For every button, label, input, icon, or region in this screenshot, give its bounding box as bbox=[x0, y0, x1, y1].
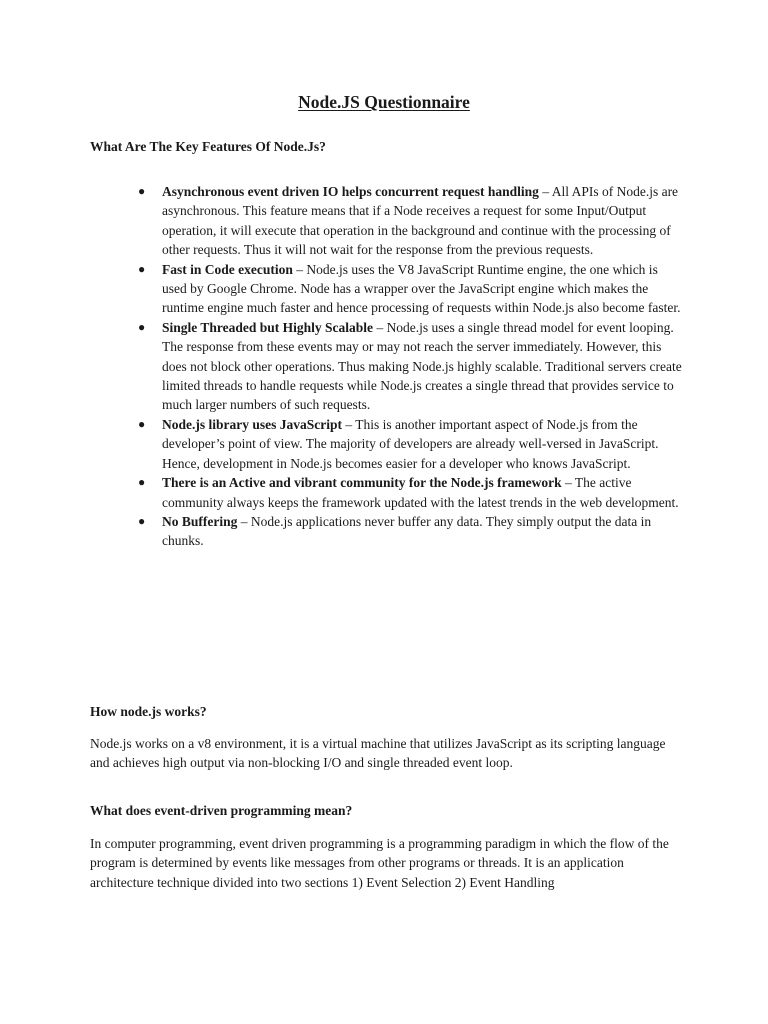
feature-list bbox=[90, 182, 685, 551]
feature-text: – Node.js applications never buffer any data. They simply output the data in chunks. bbox=[162, 513, 652, 549]
feature-text: – Node.js uses the V8 JavaScript Runtime engine, the one which is used by Google Chrome. Node has a wrapper over the JavaScript engine which makes the runtime engine much faster and hence processing of requests within Node.js also become faster. bbox=[162, 261, 681, 316]
list-item bbox=[90, 415, 685, 473]
list-item bbox=[90, 182, 685, 260]
feature-term: No Buffering bbox=[162, 513, 238, 529]
feature-text: – Node.js uses a single thread model for event looping. The response from these events may or may not reach the server immediately. However, this does not block other operations. Thus making Node.js highly scalable. Traditional servers create limited threads to handle requests while Node.js creates a single thread that provides service to much larger numbers of such requests. bbox=[162, 319, 682, 413]
bullet-icon: ● bbox=[138, 319, 146, 334]
bullet-icon: ● bbox=[138, 416, 146, 431]
section-heading-how-it-works: How node.js works? bbox=[90, 704, 207, 719]
feature-text: – This is another important aspect of Node.js from the developer’s point of view. The majority of developers are already well-versed in JavaScript. Hence, development in Node.js becomes easier for a developer who knows JavaScript. bbox=[162, 416, 659, 471]
section-heading-key-features: What Are The Key Features Of Node.Js? bbox=[90, 139, 326, 154]
feature-term: Fast in Code execution bbox=[162, 261, 293, 277]
feature-term: Single Threaded but Highly Scalable bbox=[162, 319, 374, 335]
feature-text: – All APIs of Node.js are asynchronous. This feature means that if a Node receives a request for some Input/Output operation, it will execute that operation in the background and continue with the processing of other requests. Thus it will not wait for the response from the previous requests. bbox=[162, 184, 679, 258]
bullet-icon: ● bbox=[138, 475, 146, 490]
list-item bbox=[90, 512, 685, 551]
list-item bbox=[90, 260, 685, 318]
document-title: Node.JS Questionnaire bbox=[298, 92, 470, 112]
bullet-icon: ● bbox=[138, 184, 146, 198]
bullet-icon: ● bbox=[138, 513, 146, 528]
section-heading-event-driven: What does event-driven programming mean? bbox=[90, 803, 353, 818]
section-body-how-it-works: Node.js works on a v8 environment, it is a virtual machine that utilizes JavaScript as its scripting language and achieves high output via non-blocking I/O and single threaded event loop. bbox=[90, 736, 666, 771]
bullet-icon: ● bbox=[138, 261, 146, 276]
feature-term: There is an Active and vibrant community for the Node.js framework bbox=[162, 475, 562, 491]
list-item bbox=[90, 473, 685, 512]
list-item bbox=[90, 318, 685, 415]
feature-term: Asynchronous event driven IO helps concurrent request handling bbox=[162, 184, 539, 199]
feature-text: – The active community always keeps the framework updated with the latest trends in the web development. bbox=[162, 475, 679, 510]
feature-term: Node.js library uses JavaScript bbox=[162, 416, 342, 432]
section-body-event-driven: In computer programming, event driven programming is a programming paradigm in which the flow of the program is determined by events like messages from other programs or threads. It is an application architecture technique divided into two sections 1) Event Selection 2) Event Handling bbox=[90, 836, 669, 890]
